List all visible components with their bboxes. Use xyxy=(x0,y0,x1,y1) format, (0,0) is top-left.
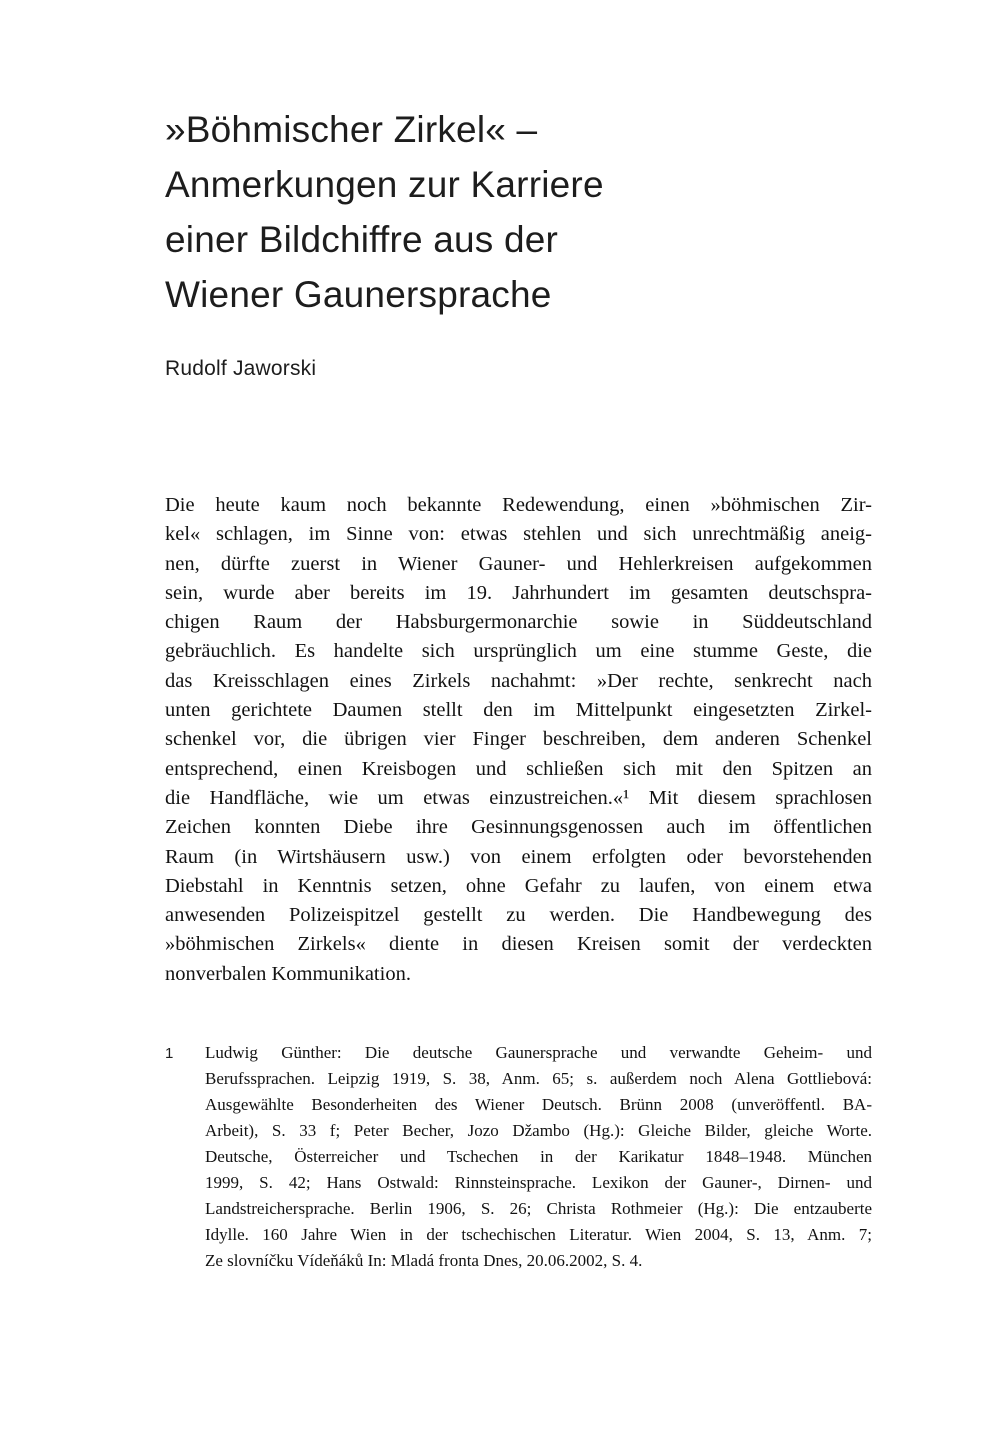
body-line: Raum (in Wirtshäusern usw.) von einem erfolgten oder bevorstehenden xyxy=(165,845,872,868)
page-title xyxy=(165,102,885,322)
body-line: gebräuchlich. Es handelte sich ursprünglich um eine stumme Geste, die xyxy=(165,640,872,663)
body-line: kel« schlagen, im Sinne von: etwas stehlen und sich unrechtmäßig aneig- xyxy=(165,523,872,546)
body-line: sein, wurde aber bereits im 19. Jahrhundert im gesamten deutschspra- xyxy=(165,581,872,604)
footnote-line: Landstreichersprache. Berlin 1906, S. 26; Christa Rothmeier (Hg.): Die entzauberte xyxy=(205,1199,872,1218)
title-line: einer Bildchiffre aus der xyxy=(165,219,559,260)
footnote-line: Deutsche, Österreicher und Tschechen in der Karikatur 1848–1948. München xyxy=(205,1147,872,1166)
body-line: Diebstahl in Kenntnis setzen, ohne Gefahr zu laufen, von einem etwa xyxy=(165,874,872,897)
title-line: »Böhmischer Zirkel« – xyxy=(165,109,538,150)
body-line: nonverbalen Kommunikation. xyxy=(165,962,411,985)
body-line: das Kreisschlagen eines Zirkels nachahmt: »Der rechte, senkrecht nach xyxy=(165,669,872,692)
footnote-line: Berufssprachen. Leipzig 1919, S. 38, Anm. 65; s. außerdem noch Alena Gottliebová: xyxy=(205,1069,872,1088)
footnote-marker: 1 xyxy=(165,1045,174,1062)
footnote-line: Ausgewählte Besonderheiten des Wiener Deutsch. Brünn 2008 (unveröffentl. BA- xyxy=(205,1095,872,1114)
footnote-line: 1999, S. 42; Hans Ostwald: Rinnsteinsprache. Lexikon der Gauner-, Dirnen- und xyxy=(205,1173,872,1192)
body-line: unten gerichtete Daumen stellt den im Mittelpunkt eingesetzten Zirkel- xyxy=(165,699,872,722)
author-name: Rudolf Jaworski xyxy=(165,357,317,380)
body-line: anwesenden Polizeispitzel gestellt zu werden. Die Handbewegung des xyxy=(165,904,872,927)
body-line: »böhmischen Zirkels« diente in diesen Kreisen somit der verdeckten xyxy=(165,933,872,956)
body-line: die Handfläche, wie um etwas einzustreichen.«¹ Mit diesem sprachlosen xyxy=(165,786,872,809)
body-line: chigen Raum der Habsburgermonarchie sowie in Süddeutschland xyxy=(165,611,872,634)
footnote-block xyxy=(165,1040,872,1274)
title-line: Anmerkungen zur Karriere xyxy=(165,164,604,205)
footnote-line: Ludwig Günther: Die deutsche Gaunersprache und verwandte Geheim- und xyxy=(205,1043,872,1062)
footnote-line: Arbeit), S. 33 f; Peter Becher, Jozo Džambo (Hg.): Gleiche Bilder, gleiche Worte. xyxy=(205,1121,872,1140)
footnote-line: Ze slovníčku Vídeňáků In: Mladá fronta Dnes, 20.06.2002, S. 4. xyxy=(205,1251,643,1270)
body-line: nen, dürfte zuerst in Wiener Gauner- und Hehlerkreisen aufgekommen xyxy=(165,552,872,575)
body-line: Zeichen konnten Diebe ihre Gesinnungsgenossen auch im öffentlichen xyxy=(165,816,872,839)
footnote-line: Idylle. 160 Jahre Wien in der tschechischen Literatur. Wien 2004, S. 13, Anm. 7; xyxy=(205,1225,872,1244)
body-paragraph xyxy=(165,491,872,989)
footnote-text xyxy=(205,1040,872,1274)
body-line: schenkel vor, die übrigen vier Finger beschreiben, dem anderen Schenkel xyxy=(165,728,872,751)
title-line: Wiener Gaunersprache xyxy=(165,274,552,315)
body-line: Die heute kaum noch bekannte Redewendung, einen »böhmischen Zir- xyxy=(165,494,872,516)
body-line: entsprechend, einen Kreisbogen und schließen sich mit den Spitzen an xyxy=(165,757,872,780)
